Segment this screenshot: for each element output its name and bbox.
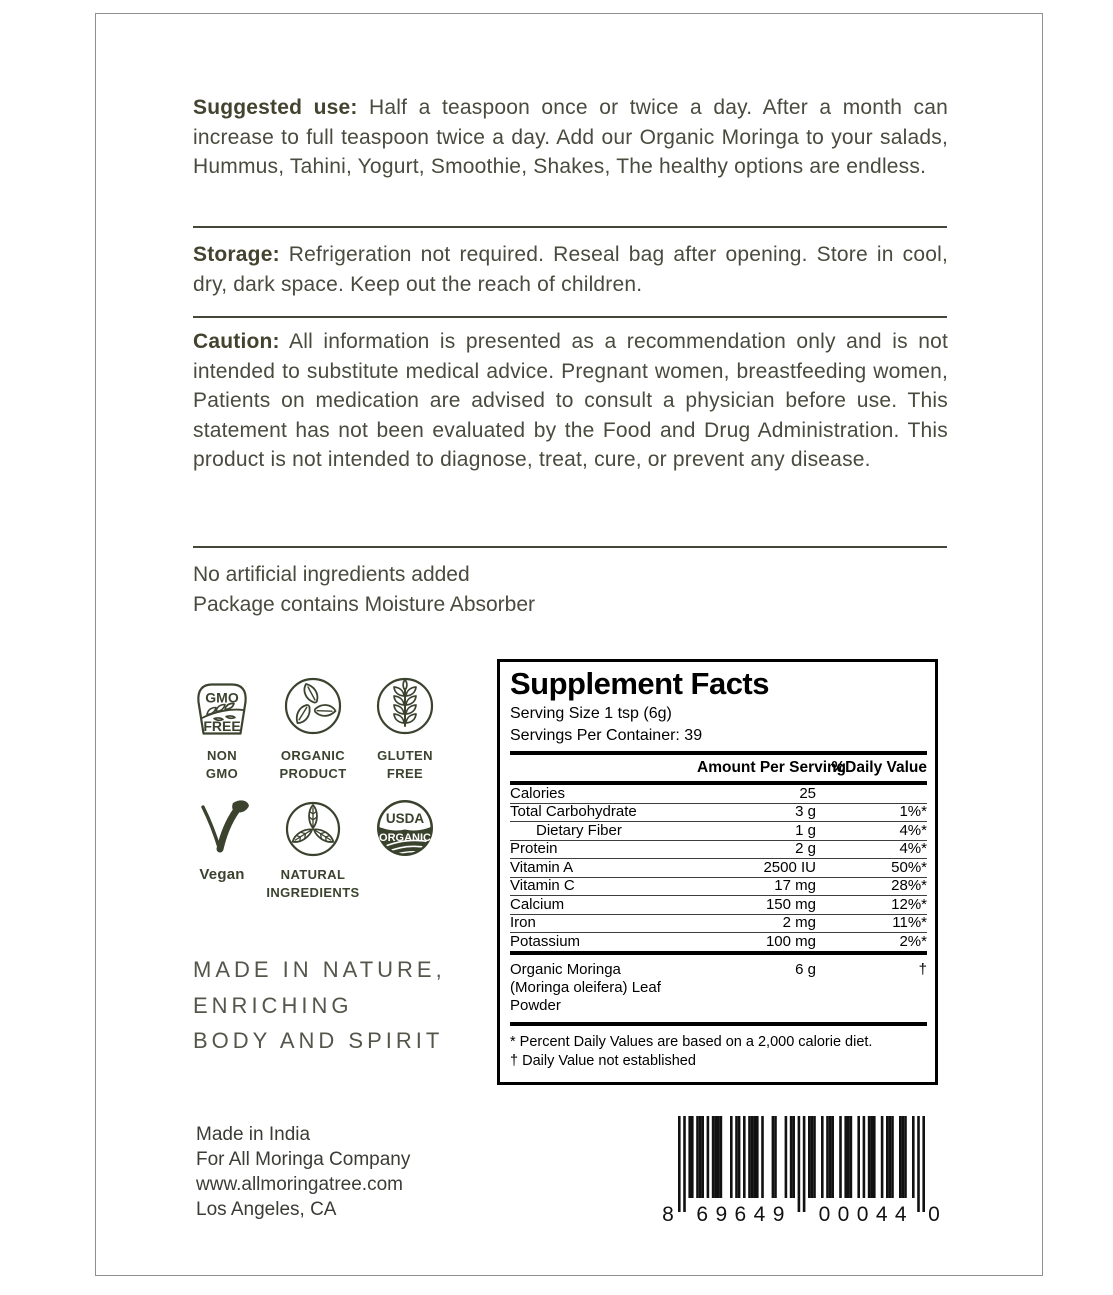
nutrient-name: Calories bbox=[510, 784, 566, 802]
vegan-v-leaf-icon bbox=[190, 796, 254, 860]
badge-label-line: ORGANIC bbox=[280, 748, 346, 763]
barcode-bar bbox=[753, 1116, 756, 1198]
barcode-bar bbox=[707, 1116, 710, 1198]
barcode-bar bbox=[873, 1116, 876, 1198]
barcode bbox=[660, 1116, 943, 1229]
barcode-digit-group: 00044 bbox=[818, 1203, 907, 1224]
tagline-block bbox=[193, 952, 446, 1059]
nutrient-row bbox=[510, 895, 927, 914]
barcode-bar bbox=[821, 1116, 824, 1198]
barcode-bar bbox=[891, 1116, 894, 1198]
storage-title: Storage: bbox=[193, 243, 280, 266]
barcode-bar bbox=[720, 1116, 723, 1198]
nutrient-amount: 2500 IU bbox=[763, 858, 816, 876]
nutrient-name: Vitamin C bbox=[510, 877, 575, 894]
barcode-bar bbox=[696, 1116, 699, 1198]
manufacturer-line: Made in India bbox=[196, 1124, 311, 1145]
barcode-bar bbox=[735, 1116, 738, 1198]
nutrient-amount: 100 mg bbox=[765, 932, 816, 950]
barcode-bar bbox=[738, 1116, 741, 1198]
barcode-bar bbox=[774, 1116, 777, 1198]
barcode-bar bbox=[912, 1116, 915, 1198]
barcode-bar bbox=[899, 1116, 902, 1198]
usda-organic-seal-icon bbox=[373, 796, 437, 860]
barcode-bar bbox=[889, 1116, 892, 1198]
ingredient-row bbox=[510, 955, 927, 1022]
ingredient-amount: 6 g bbox=[795, 960, 816, 978]
facts-header-amount: Amount Per Serving bbox=[697, 759, 846, 776]
nutrient-dv: 2%* bbox=[899, 932, 927, 950]
nutrient-name: Vitamin A bbox=[510, 858, 574, 876]
badge-label-natural-ingredients bbox=[248, 866, 378, 901]
badge-label-line: PRODUCT bbox=[279, 765, 347, 781]
nutrient-dv: 28%* bbox=[891, 877, 927, 894]
barcode-bar bbox=[829, 1116, 832, 1198]
nutrient-dv: 4%* bbox=[899, 821, 927, 839]
nutrient-name: Iron bbox=[510, 914, 536, 931]
note-line: No artificial ingredients added bbox=[193, 563, 470, 586]
wheat-icon bbox=[373, 674, 437, 738]
manufacturer-block bbox=[196, 1122, 410, 1222]
gmo-badge-text-top: GMO bbox=[205, 689, 239, 706]
nutrient-row bbox=[510, 803, 927, 822]
barcode-bar bbox=[798, 1116, 801, 1212]
barcode-bar bbox=[847, 1116, 850, 1198]
barcode-bar bbox=[870, 1116, 873, 1198]
barcode-bar bbox=[701, 1116, 704, 1198]
badge-label-line: INGREDIENTS bbox=[266, 884, 360, 900]
badge-label-gluten-free bbox=[340, 747, 470, 782]
supplement-facts-panel bbox=[497, 659, 938, 1085]
barcode-bar bbox=[886, 1116, 889, 1198]
nutrient-row bbox=[510, 785, 927, 803]
nutrient-name: Potassium bbox=[510, 932, 581, 950]
nutrient-amount: 25 bbox=[799, 784, 816, 802]
barcode-bar bbox=[868, 1116, 871, 1198]
barcode-bar bbox=[790, 1116, 793, 1198]
nutrient-amount: 2 g bbox=[795, 840, 816, 857]
supplement-facts-title: Supplement Facts bbox=[510, 666, 769, 701]
usda-seal-text-bottom: ORGANIC bbox=[379, 832, 431, 844]
caution-title: Caution: bbox=[193, 330, 280, 353]
barcode-bar bbox=[714, 1116, 717, 1198]
section-suggested-use bbox=[193, 93, 948, 182]
facts-footnotes bbox=[510, 1033, 927, 1072]
barcode-bar bbox=[785, 1116, 788, 1198]
barcode-bar bbox=[826, 1116, 829, 1198]
nutrient-dv: 12%* bbox=[891, 895, 927, 913]
label-outline bbox=[95, 13, 1043, 1276]
nutrient-amount: 17 mg bbox=[774, 877, 816, 894]
nutrient-amount: 150 mg bbox=[765, 895, 816, 913]
barcode-bar bbox=[831, 1116, 834, 1198]
note-line: Package contains Moisture Absorber bbox=[193, 592, 536, 616]
nutrient-row bbox=[510, 821, 927, 840]
barcode-bar bbox=[761, 1116, 764, 1198]
barcode-bar bbox=[792, 1116, 795, 1198]
nutrient-row bbox=[510, 858, 927, 877]
nutrient-dv: 1%* bbox=[899, 803, 927, 820]
barcode-bar bbox=[717, 1116, 720, 1198]
notes-block bbox=[193, 560, 535, 619]
divider bbox=[193, 316, 947, 318]
nutrient-dv bbox=[827, 786, 927, 803]
barcode-digit-group: 0 bbox=[928, 1203, 940, 1224]
natural-leaves-icon bbox=[281, 796, 345, 860]
gmo-badge-text-bottom: FREE bbox=[203, 718, 241, 734]
barcode-bar bbox=[904, 1116, 907, 1198]
barcode-bar bbox=[678, 1116, 681, 1212]
nutrient-row bbox=[510, 932, 927, 951]
organic-leaves-icon bbox=[281, 674, 345, 738]
badge-label-line: Vegan bbox=[199, 866, 245, 883]
barcode-bar bbox=[863, 1116, 866, 1198]
barcode-bar bbox=[688, 1116, 691, 1198]
tagline-line: ENRICHING bbox=[193, 992, 353, 1018]
ingredient-dv: † bbox=[918, 960, 927, 978]
suggested-use-text: Half a teaspoon once or twice a day. After a month can increase to full teaspoon twice a day. Add our Organic Moringa to your salads, Hummus, Tahini, Yogurt, Smoothie, Shakes, The healthy options are endless. bbox=[193, 96, 948, 178]
tagline-line: BODY AND SPIRIT bbox=[193, 1028, 444, 1053]
facts-header-row bbox=[510, 755, 927, 781]
storage-text: Refrigeration not required. Reseal bag after opening. Store in cool, dry, dark space. Keep out the reach of children. bbox=[193, 243, 948, 296]
divider bbox=[193, 546, 947, 548]
barcode-bar bbox=[772, 1116, 775, 1198]
barcode-bar bbox=[730, 1116, 733, 1198]
barcode-bar bbox=[691, 1116, 694, 1198]
facts-footnote-line: * Percent Daily Values are based on a 2,000 calorie diet. bbox=[510, 1033, 873, 1050]
tagline-line: MADE IN NATURE, bbox=[193, 957, 446, 982]
nutrient-row bbox=[510, 877, 927, 896]
barcode-bar bbox=[902, 1116, 905, 1198]
barcode-svg bbox=[660, 1116, 943, 1224]
gmo-free-badge-icon bbox=[190, 676, 254, 740]
nutrient-dv: 4%* bbox=[899, 840, 927, 857]
barcode-bar bbox=[811, 1116, 814, 1198]
serving-size: Serving Size 1 tsp (6g) bbox=[510, 705, 672, 722]
nutrient-amount: 2 mg bbox=[782, 914, 816, 931]
barcode-bar bbox=[712, 1116, 715, 1198]
barcode-bar bbox=[803, 1116, 806, 1212]
nutrient-amount: 3 g bbox=[795, 803, 816, 820]
nutrient-name: Protein bbox=[510, 840, 558, 857]
manufacturer-line: Los Angeles, CA bbox=[196, 1199, 337, 1220]
facts-header-dv: %Daily Value bbox=[831, 759, 927, 776]
barcode-bar bbox=[844, 1116, 847, 1198]
divider bbox=[193, 226, 947, 228]
nutrient-name: Calcium bbox=[510, 895, 565, 913]
barcode-bar bbox=[751, 1116, 754, 1198]
badge-label-line: NON bbox=[206, 748, 238, 763]
ingredient-name-line: (Moringa oleifera) Leaf Powder bbox=[510, 978, 661, 1014]
manufacturer-line: For All Moringa Company bbox=[196, 1149, 411, 1170]
nutrient-row bbox=[510, 840, 927, 859]
badge-label-line: NATURAL bbox=[280, 867, 346, 882]
section-caution bbox=[193, 327, 948, 475]
facts-thick-rule bbox=[510, 1022, 927, 1026]
barcode-bar bbox=[683, 1116, 686, 1212]
barcode-digit-group: 8 bbox=[662, 1203, 674, 1224]
facts-footnote-line: † Daily Value not established bbox=[510, 1053, 696, 1069]
ingredient-name bbox=[510, 961, 697, 1015]
caution-text: All information is presented as a recommendation only and is not intended to substitute medical advice. Pregnant women, breastfeeding women, Patients on medication are advised to consult a physician before use. This statement has not been evaluated by the Food and Drug Administration. This product is not intended to diagnose, treat, cure, or prevent any disease. bbox=[193, 330, 948, 471]
badge-label-line: GLUTEN bbox=[377, 748, 433, 763]
barcode-digit-group: 69649 bbox=[696, 1203, 785, 1224]
barcode-bar bbox=[850, 1116, 853, 1198]
usda-seal-text-top: USDA bbox=[385, 811, 425, 826]
barcode-bar bbox=[699, 1116, 702, 1198]
barcode-bar bbox=[808, 1116, 811, 1198]
barcode-bar bbox=[756, 1116, 759, 1198]
section-storage bbox=[193, 240, 948, 299]
badge-label-line: FREE bbox=[386, 765, 424, 781]
barcode-bar bbox=[917, 1116, 920, 1212]
manufacturer-line: www.allmoringatree.com bbox=[196, 1174, 403, 1195]
ingredient-name-line: Organic Moringa bbox=[510, 960, 621, 978]
badge-label-line: GMO bbox=[205, 765, 239, 781]
nutrient-amount: 1 g bbox=[795, 821, 816, 839]
barcode-bar bbox=[881, 1116, 884, 1198]
barcode-bar bbox=[839, 1116, 842, 1198]
nutrient-dv: 11%* bbox=[892, 914, 927, 931]
nutrient-row bbox=[510, 914, 927, 933]
suggested-use-title: Suggested use: bbox=[193, 96, 358, 119]
barcode-bar bbox=[748, 1116, 751, 1198]
barcode-bar bbox=[857, 1116, 860, 1198]
nutrient-dv: 50%* bbox=[891, 858, 927, 876]
nutrient-name: Total Carbohydrate bbox=[510, 803, 637, 820]
nutrient-name: Dietary Fiber bbox=[536, 821, 622, 839]
barcode-bar bbox=[922, 1116, 925, 1212]
barcode-bar bbox=[743, 1116, 746, 1198]
servings-per-container: Servings Per Container: 39 bbox=[510, 727, 703, 744]
barcode-bar bbox=[813, 1116, 816, 1198]
facts-rows bbox=[510, 785, 927, 951]
